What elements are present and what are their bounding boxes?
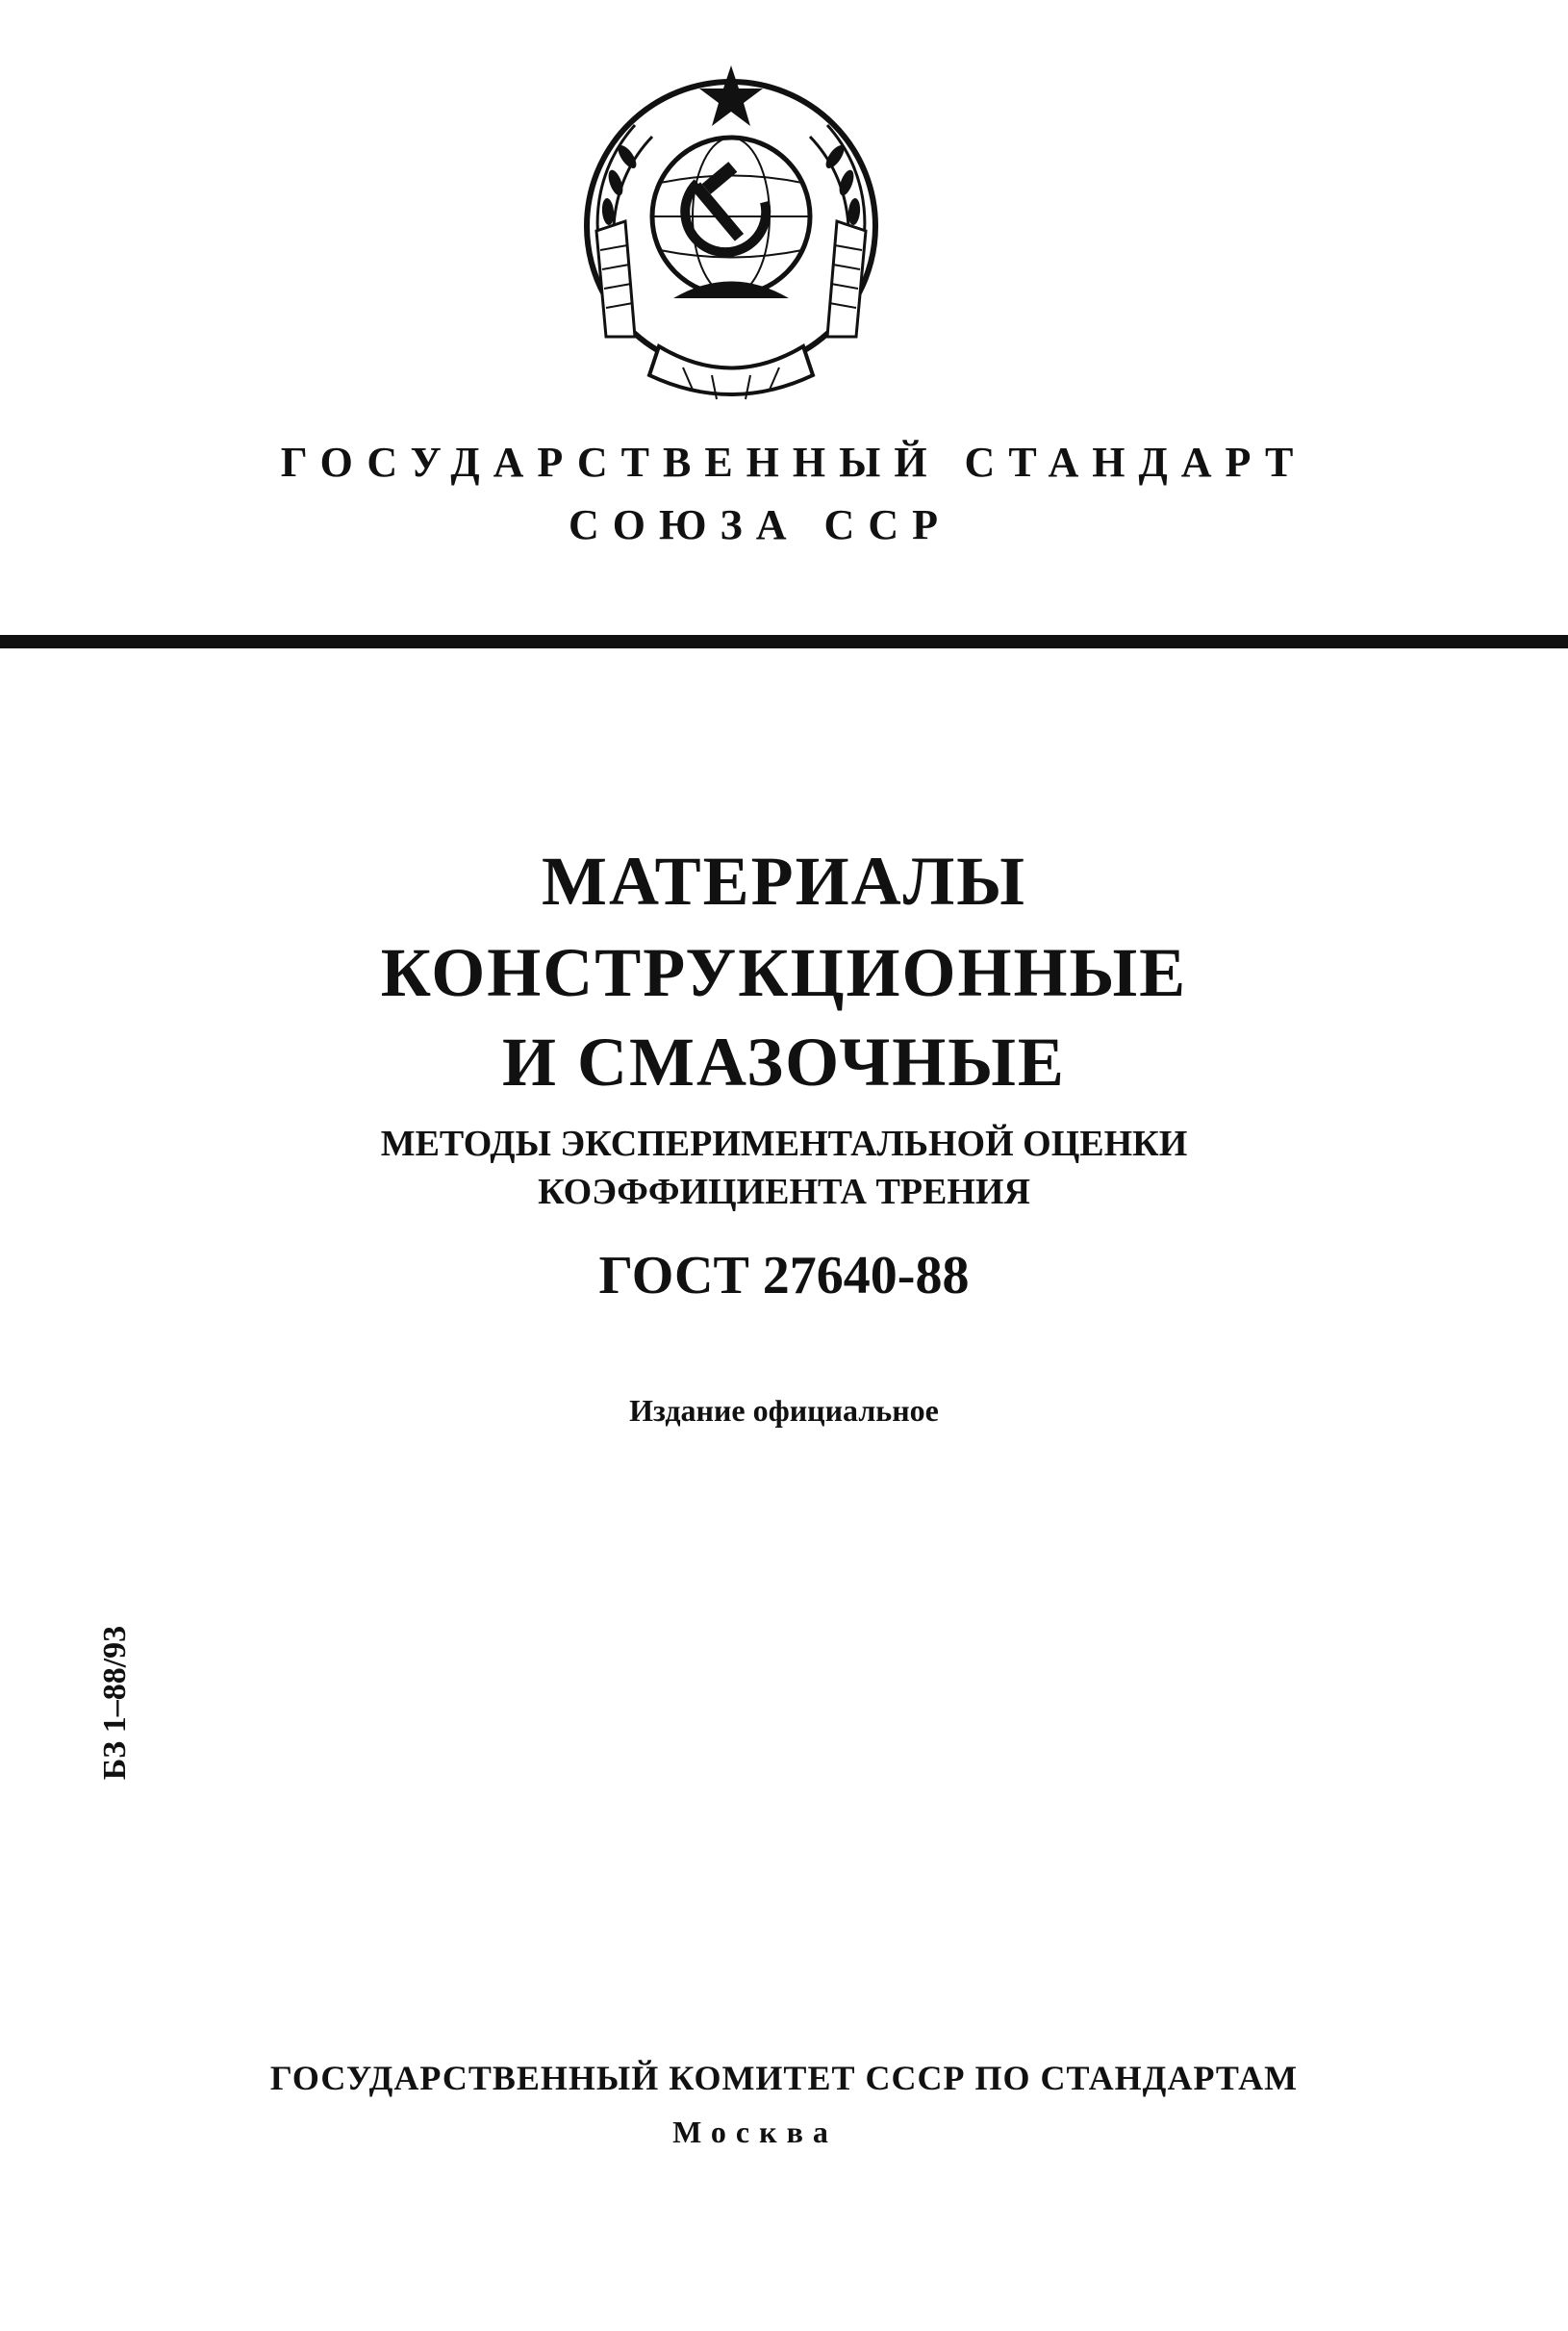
title-line-3: И СМАЗОЧНЫЕ xyxy=(502,1024,1066,1101)
header-line-1: ГОСУДАРСТВЕННЫЙ СТАНДАРТ xyxy=(280,439,1307,486)
horizontal-divider xyxy=(0,635,1568,648)
subtitle-line-1: МЕТОДЫ ЭКСПЕРИМЕНТАЛЬНОЙ ОЦЕНКИ xyxy=(380,1124,1188,1164)
state-emblem-icon xyxy=(568,58,895,414)
publisher-city: Москва xyxy=(672,2115,838,2149)
title-line-1: МАТЕРИАЛЫ xyxy=(542,843,1026,920)
publisher-name: ГОСУДАРСТВЕННЫЙ КОМИТЕТ СССР ПО СТАНДАРТАМ xyxy=(269,2059,1299,2097)
title-line-2: КОНСТРУКЦИОННЫЕ xyxy=(380,934,1188,1011)
header-line-2: СОЮЗА ССР xyxy=(569,501,951,548)
edition-label: Издание официальное xyxy=(629,1393,939,1428)
subtitle-line-2: КОЭФФИЦИЕНТА ТРЕНИЯ xyxy=(538,1172,1030,1212)
side-code: БЗ 1–88/93 xyxy=(97,1625,133,1781)
standard-number: ГОСТ 27640-88 xyxy=(598,1246,970,1305)
